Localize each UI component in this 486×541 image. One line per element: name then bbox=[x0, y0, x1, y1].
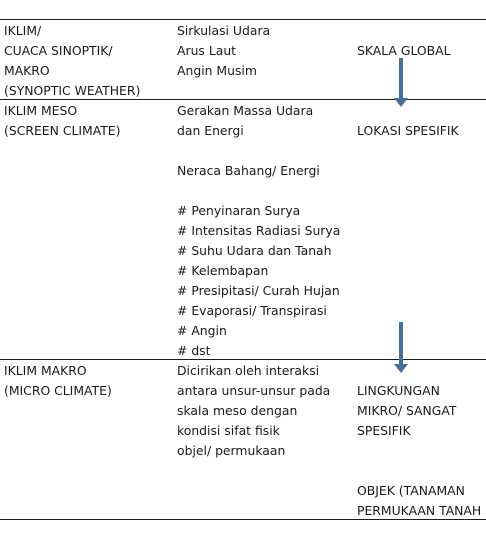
table-top-rule bbox=[0, 19, 486, 20]
row-3-factor: antara unsur-unsur pada bbox=[177, 383, 331, 398]
row-3-scale-extra-line: PERMUKAAN TANAH bbox=[357, 503, 482, 518]
row-2-factor-item: # Intensitas Radiasi Surya bbox=[177, 223, 341, 238]
row-1-level-line: CUACA SINOPTIK/ bbox=[4, 43, 113, 58]
row-1-scale bbox=[357, 21, 451, 61]
row-1-scale-line: SKALA GLOBAL bbox=[357, 43, 451, 58]
blank-line bbox=[177, 181, 340, 201]
row-2-factor-heading: Neraca Bahang/ Energi bbox=[177, 163, 320, 178]
row-1-factor: Sirkulasi Udara bbox=[177, 23, 271, 38]
row-3-scale-extra-line: OBJEK (TANAMAN bbox=[357, 483, 465, 498]
row-3-level-line: IKLIM MAKRO bbox=[4, 363, 87, 378]
row-3-factor: kondisi sifat fisik bbox=[177, 423, 280, 438]
row-3-factors bbox=[177, 361, 330, 461]
row-2-level-line: (SCREEN CLIMATE) bbox=[4, 123, 121, 138]
row-3-scale-line: MIKRO/ SANGAT bbox=[357, 403, 457, 418]
row-1-factor: Angin Musim bbox=[177, 63, 257, 78]
row-1-level-line: (SYNOPTIC WEATHER) bbox=[4, 83, 141, 98]
row-1-level-line: IKLIM/ bbox=[4, 23, 42, 38]
row-1-factor: Arus Laut bbox=[177, 43, 237, 58]
row-2-scale-line: LOKASI SPESIFIK bbox=[357, 123, 459, 138]
row-2-factor-item: # Angin bbox=[177, 323, 227, 338]
row-3-scale-extra bbox=[357, 481, 481, 521]
row-2-factor-item: # Kelembapan bbox=[177, 263, 269, 278]
row-2-factor-intro: Gerakan Massa Udara bbox=[177, 103, 314, 118]
row-3-scale-line: LINGKUNGAN bbox=[357, 383, 440, 398]
row-2-factor-item: # Suhu Udara dan Tanah bbox=[177, 243, 332, 258]
row-1-scale-line bbox=[357, 21, 451, 41]
row-1-factors bbox=[177, 21, 270, 81]
row-2-factor-intro: dan Energi bbox=[177, 123, 244, 138]
row-3-factor: skala meso dengan bbox=[177, 403, 298, 418]
row-3-factor: Dicirikan oleh interaksi bbox=[177, 363, 320, 378]
row-2-factor-item: # Evaporasi/ Transpirasi bbox=[177, 303, 327, 318]
down-arrow-icon bbox=[394, 58, 408, 108]
blank-line bbox=[177, 141, 340, 161]
row-1-level-line: MAKRO bbox=[4, 63, 50, 78]
row-2-level-line: IKLIM MESO bbox=[4, 103, 78, 118]
row-3-level bbox=[4, 361, 112, 401]
row-2-level bbox=[4, 101, 120, 141]
row-1-level bbox=[4, 21, 140, 101]
row-2-factors bbox=[177, 101, 340, 361]
row-3-factor: objel/ permukaan bbox=[177, 443, 286, 458]
row-3-level-line: (MICRO CLIMATE) bbox=[4, 383, 112, 398]
row-2-factor-item: # dst bbox=[177, 343, 211, 358]
row-3-scale-line: SPESIFIK bbox=[357, 423, 411, 438]
row-2-factor-item: # Penyinaran Surya bbox=[177, 203, 301, 218]
row-2-factor-item: # Presipitasi/ Curah Hujan bbox=[177, 283, 340, 298]
down-arrow-icon bbox=[394, 322, 408, 374]
